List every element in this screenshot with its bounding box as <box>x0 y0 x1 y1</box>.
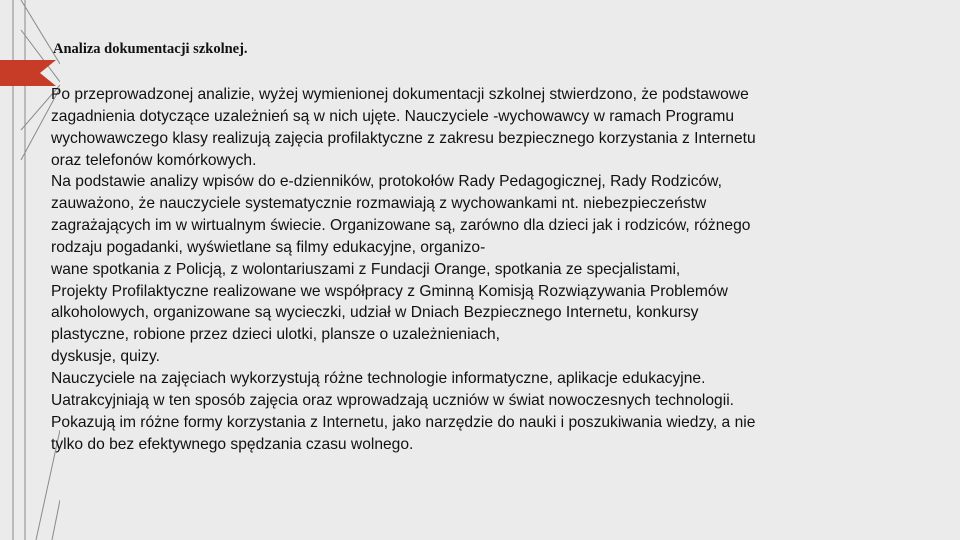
body-line: rodzaju pogadanki, wyświetlane są filmy edukacyjne, organizo- <box>51 238 486 256</box>
body-line: zagadnienia dotyczące uzależnień są w nich ujęte. Nauczyciele -wychowawcy w ramach Programu <box>51 107 734 125</box>
body-line: Projekty Profilaktyczne realizowane we współpracy z Gminną Komisją Rozwiązywania Problemów <box>51 282 728 300</box>
body-line: Pokazują im różne formy korzystania z Internetu, jako narzędzie do nauki i poszukiwania wiedzy, a nie <box>51 413 756 431</box>
body-line: wane spotkania z Policją, z wolontariuszami z Fundacji Orange, spotkania ze specjalistami, <box>51 260 681 278</box>
body-line: wychowawczego klasy realizują zajęcia profilaktyczne z zakresu bezpiecznego korzystania z Internetu <box>51 129 756 147</box>
body-line: alkoholowych, organizowane są wycieczki, udział w Dniach Bezpiecznego Internetu, konkursy <box>51 304 699 322</box>
body-line: Po przeprowadzonej analizie, wyżej wymienionej dokumentacji szkolnej stwierdzono, że podstawowe <box>51 86 749 103</box>
body-line: plastyczne, robione przez dzieci ulotki, plansze o uzależnieniach, <box>51 326 501 344</box>
body-line: Nauczyciele na zajęciach wykorzystują różne technologie informatyczne, aplikacje edukacyjne. <box>51 369 706 387</box>
body-line: tylko do bez efektywnego spędzania czasu wolnego. <box>51 435 414 453</box>
body-line: zauważono, że nauczyciele systematycznie rozmawiają z wychowankami nt. niebezpieczeństw <box>51 195 707 213</box>
body-line: oraz telefonów komórkowych. <box>51 151 257 169</box>
slide-title: Analiza dokumentacji szkolnej. <box>53 41 248 57</box>
body-line: dyskusje, quizy. <box>51 348 160 366</box>
red-accent-arrow <box>0 60 56 86</box>
body-line: Na podstawie analizy wpisów do e-dzienników, protokołów Rady Pedagogicznej, Rady Rodziców, <box>51 173 722 191</box>
body-text <box>51 84 951 455</box>
body-line: zagrażających im w wirtualnym świecie. Organizowane są, zarówno dla dzieci jak i rodziców, różnego <box>51 217 751 235</box>
body-line: Uatrakcyjniają w ten sposób zajęcia oraz wprowadzają uczniów w świat nowoczesnych technologii. <box>51 391 734 409</box>
